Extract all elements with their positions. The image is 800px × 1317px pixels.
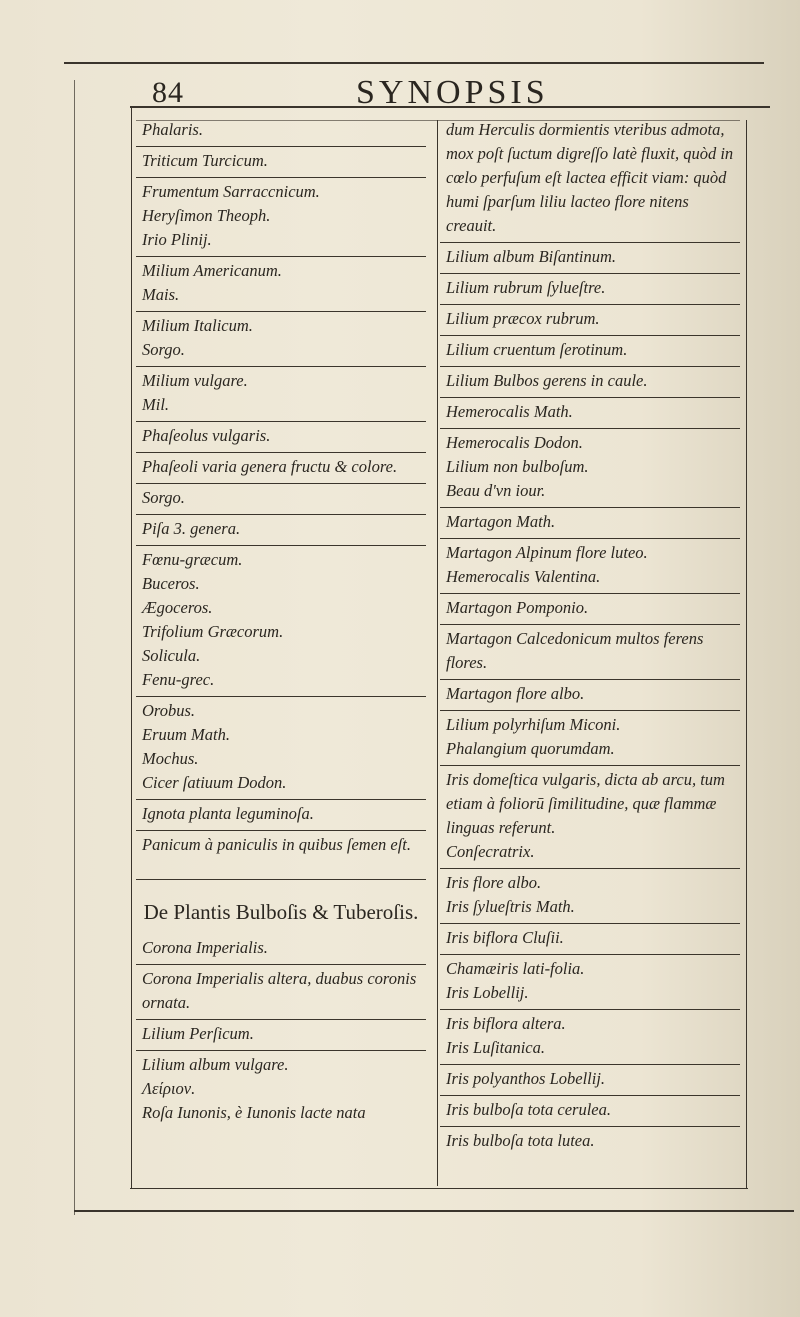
- plant-entry: Milium Americanum.: [136, 256, 426, 283]
- plant-entry: Triticum Turcicum.: [136, 146, 426, 173]
- plant-entry: Martagon flore albo.: [440, 679, 740, 706]
- plant-entry: Ægoceros.: [142, 598, 213, 617]
- plant-entry: Iris Luſitanica.: [446, 1038, 546, 1057]
- plant-entry: Conſecratrix.: [446, 842, 535, 861]
- plant-entry: Iris bulboſa tota cerulea.: [440, 1095, 740, 1122]
- plant-entry: Piſa 3. genera.: [136, 514, 426, 541]
- plant-entry: Martagon Math.: [440, 507, 740, 534]
- bottom-rule-outer: [74, 1210, 794, 1212]
- plant-entry: Fenu-grec.: [142, 670, 215, 689]
- plant-entry: Lilium non bulboſum.: [446, 457, 589, 476]
- plant-entry: Lilium cruentum ſerotinum.: [440, 335, 740, 362]
- plant-entry: Lilium rubrum ſylueſtre.: [440, 273, 740, 300]
- plant-entry: Lilium præcox rubrum.: [440, 304, 740, 331]
- right-entries: [440, 118, 740, 1153]
- left-entries-bulbous: [136, 936, 426, 1125]
- plant-entry: Trifolium Græcorum.: [142, 622, 284, 641]
- plant-entry: Ignota planta leguminoſa.: [136, 799, 426, 826]
- plant-entry: Milium Italicum.: [136, 311, 426, 338]
- plant-entry: Fœnu-græcum.: [136, 545, 426, 572]
- plant-entry: Mochus.: [142, 749, 199, 768]
- plant-entry: Lilium Bulbos gerens in caule.: [440, 366, 740, 393]
- plant-entry: Solicula.: [142, 646, 201, 665]
- plant-entry: Lilium polyrhiſum Miconi.: [440, 710, 740, 737]
- plant-entry: Lilium Perſicum.: [136, 1019, 426, 1046]
- column-divider: [437, 120, 438, 1186]
- plant-entry: Phaſeolus vulgaris.: [136, 421, 426, 448]
- plant-entry: Milium vulgare.: [136, 366, 426, 393]
- plant-entry: Mais.: [142, 285, 180, 304]
- plant-entry: Lilium album Biſantinum.: [440, 242, 740, 269]
- bottom-rule: [130, 1188, 748, 1189]
- plant-entry: Roſa Iunonis, è Iunonis lacte nata: [142, 1103, 366, 1122]
- plant-entry: Λείριον.: [142, 1079, 196, 1098]
- plant-entry: Orobus.: [136, 696, 426, 723]
- plant-entry: Iris flore albo.: [440, 868, 740, 895]
- plant-entry: Iris biflora altera.: [440, 1009, 740, 1036]
- plant-entry: Iris ſylueſtris Math.: [446, 897, 575, 916]
- plant-entry: Sorgo.: [142, 340, 185, 359]
- plant-entry: Iris domeſtica vulgaris, dicta ab arcu, tum etiam à foliorū ſimilitudine, quæ flammæ linguas referunt.: [440, 765, 740, 840]
- plant-entry: Panicum à paniculis in quibus ſemen eſt.: [136, 830, 426, 857]
- plant-entry: Hemerocalis Math.: [440, 397, 740, 424]
- right-frame-line: [746, 120, 747, 1188]
- running-title: SYNOPSIS: [356, 74, 549, 111]
- plant-entry: Iris polyanthos Lobellij.: [440, 1064, 740, 1091]
- left-frame-line: [131, 107, 132, 1189]
- plant-entry: Irio Plinij.: [142, 230, 212, 249]
- plant-entry: Chamæiris lati-folia.: [440, 954, 740, 981]
- plant-entry: Martagon Calcedonicum multos ferens flores.: [440, 624, 740, 675]
- plant-entry: Corona Imperialis altera, duabus coronis ornata.: [136, 964, 426, 1015]
- plant-entry: Phaſeoli varia genera fructu & colore.: [136, 452, 426, 479]
- plant-entry: Sorgo.: [136, 483, 426, 510]
- section-heading: De Plantis Bulboſis & Tuberoſis.: [136, 879, 426, 926]
- plant-entry: Buceros.: [142, 574, 200, 593]
- plant-entry: Frumentum Sarraccnicum.: [136, 177, 426, 204]
- plant-entry: Corona Imperialis.: [142, 938, 268, 957]
- outer-left-line: [74, 80, 75, 1215]
- plant-entry: Mil.: [142, 395, 170, 414]
- plant-entry: Iris bulboſa tota lutea.: [440, 1126, 740, 1153]
- plant-entry: Lilium album vulgare.: [136, 1050, 426, 1077]
- plant-entry: Heryſimon Theoph.: [142, 206, 271, 225]
- page-number: 84: [152, 76, 184, 109]
- plant-entry: Phalangium quorumdam.: [446, 739, 615, 758]
- plant-entry: Martagon Alpinum flore luteo.: [440, 538, 740, 565]
- top-rule-thin: [64, 62, 764, 64]
- plant-entry: Beau d'vn iour.: [446, 481, 546, 500]
- plant-entry: Hemerocalis Dodon.: [440, 428, 740, 455]
- plant-entry: Hemerocalis Valentina.: [446, 567, 601, 586]
- plant-entry: dum Herculis dormientis vteribus admota, mox poſt ſuctum digreſſo latè fluxit, quòd in cœlo perfuſum eſt lactea efficit viam: quòd humi ſparſum liliu lacteo flore nitens creauit.: [446, 120, 734, 235]
- left-entries: [136, 118, 426, 857]
- plant-entry: Phalaris.: [142, 120, 203, 139]
- right-column: [440, 118, 740, 1153]
- left-column: [136, 118, 426, 1125]
- plant-entry: Martagon Pomponio.: [440, 593, 740, 620]
- plant-entry: Iris Lobellij.: [446, 983, 529, 1002]
- plant-entry: Eruum Math.: [142, 725, 230, 744]
- plant-entry: Iris biflora Cluſii.: [440, 923, 740, 950]
- plant-entry: Cicer ſatiuum Dodon.: [142, 773, 287, 792]
